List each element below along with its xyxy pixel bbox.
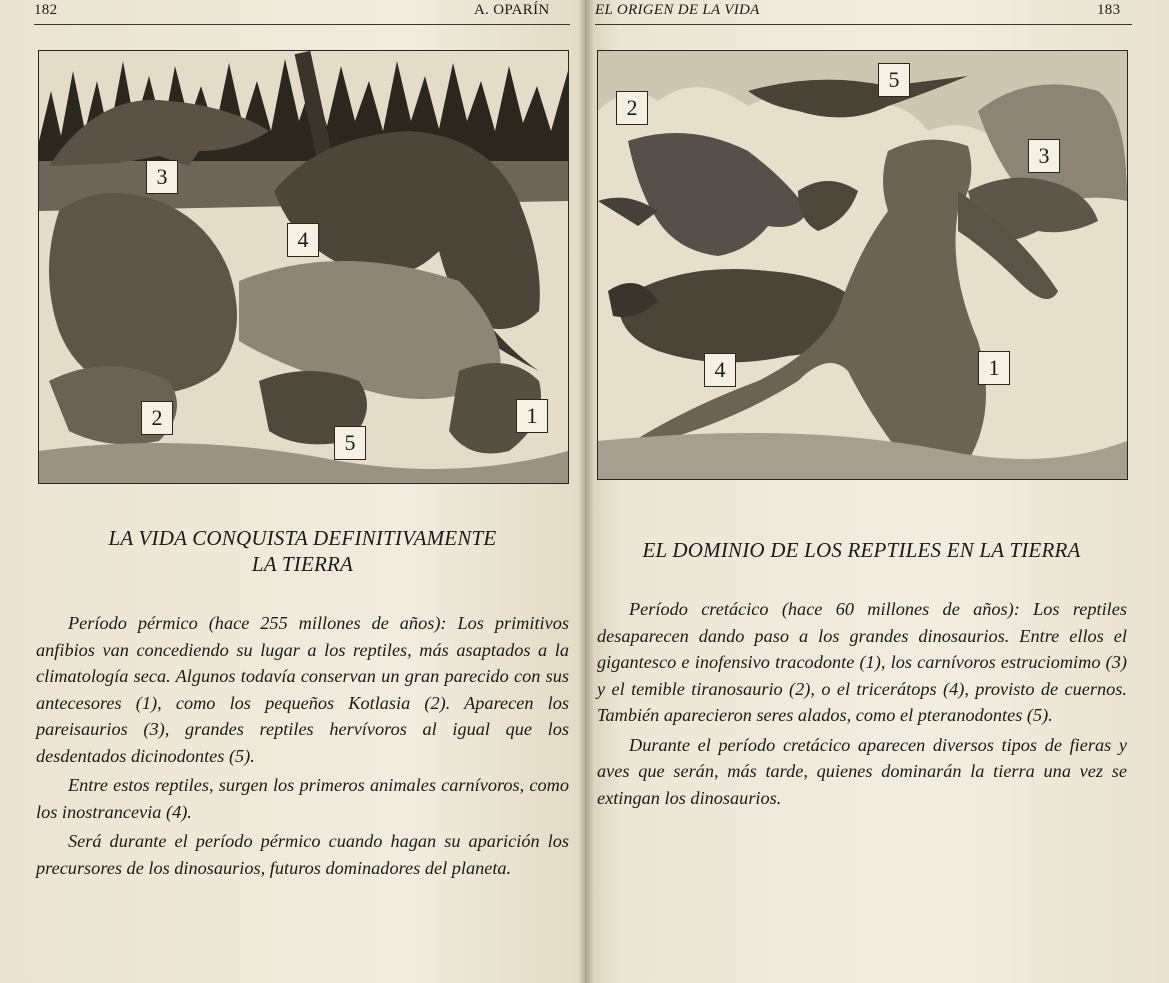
paragraph: Período cretácico (hace 60 millones de años): Los reptiles desaparecen dando paso a los grandes dinosaurios. Entre ellos el gigantesco e inofensivo tracodonte (1), los carnívoros estruciomimo (3) y el temible tiranosaurio (2), o el tricerátops (4), provisto de cuernos. También aparecieron seres alados, como el pteranodontes (5). [597,599,1127,725]
figure-label-1: 1 [516,399,548,433]
right-page [585,0,1169,983]
caption-left-line2: LA TIERRA [251,552,354,576]
header-rule-right [595,24,1132,25]
figure-label-4: 4 [287,223,319,257]
cretaceous-illustration [597,50,1128,480]
running-head-left: A. OPARÍN [474,2,550,18]
permian-illustration [38,50,569,484]
running-head-right: EL ORIGEN DE LA VIDA [595,2,760,18]
figure-label-4: 4 [704,353,736,387]
figure-label-2: 2 [141,401,173,435]
permian-scene-drawing [39,51,568,483]
paragraph: Durante el período cretácico aparecen diversos tipos de fieras y aves que serán, más tarde, quienes dominarán la tierra una vez se extingan los dinosaurios. [597,734,1127,808]
book-gutter-shadow [578,0,594,983]
body-text-left [36,610,569,881]
paragraph: Período pérmico (hace 255 millones de años): Los primitivos anfibios van concediendo su lugar a los reptiles, más asaptados a la climatología seca. Algunos todavía conservan un gran parecido con sus antecesores (1), como los pequeños Kotlasia (2). Aparecen los pareisaurios (3), grandes reptiles hervívoros al igual que los desdentados dicinodontes (5). [36,613,569,766]
figure-label-5: 5 [334,426,366,460]
figure-label-3: 3 [1028,139,1060,173]
figure-label-1: 1 [978,351,1010,385]
page-number-left: 182 [34,2,58,18]
figure-label-2: 2 [616,91,648,125]
page-number-right: 183 [1097,2,1121,18]
header-rule-left [34,24,570,25]
figure-label-3: 3 [146,160,178,194]
paragraph: Será durante el período pérmico cuando hagan su aparición los precursores de los dinosaurios, futuros dominadores del planeta. [36,831,569,878]
caption-left [40,525,565,577]
caption-left-line1: LA VIDA CONQUISTA DEFINITIVAMENTE [108,526,497,550]
caption-right: EL DOMINIO DE LOS REPTILES EN LA TIERRA [642,538,1081,562]
body-text-right [597,596,1127,811]
paragraph: Entre estos reptiles, surgen los primeros animales carnívoros, como los inostrancevia (4). [36,775,569,822]
figure-label-5: 5 [878,63,910,97]
cretaceous-scene-drawing [598,51,1127,479]
